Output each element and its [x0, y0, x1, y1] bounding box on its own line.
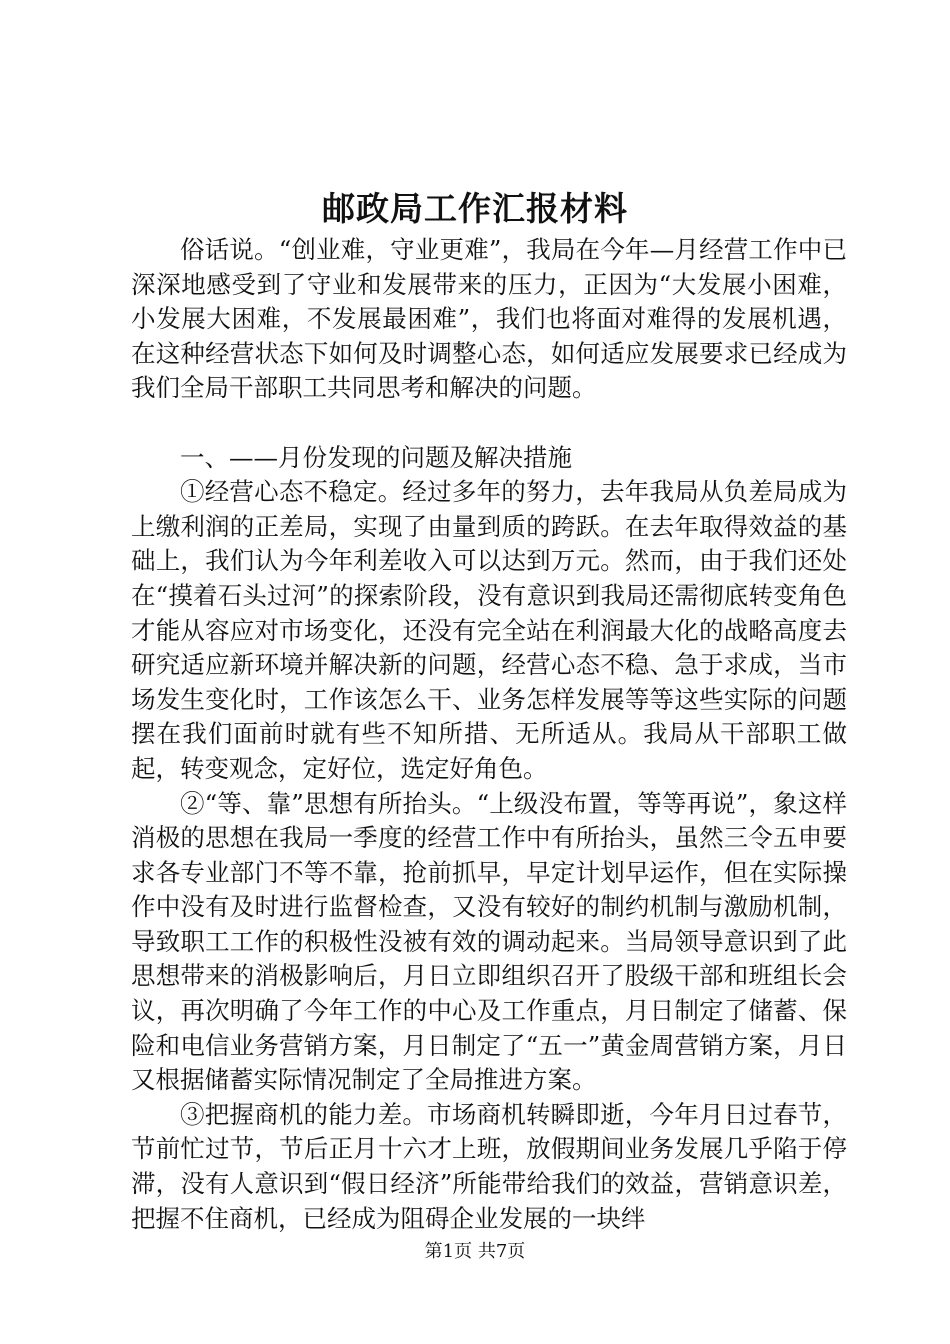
page-number-footer: 第1页 共7页	[424, 1241, 526, 1262]
section-heading: 一、——月份发现的问题及解决措施	[180, 442, 572, 472]
body-paragraph: ②“等、靠”思想有所抬头。“上级没布置，等等再说”，象这样消极的思想在我局一季度的经营工作中有所抬头，虽然三令五申要求各专业部门不等不靠，抢前抓早，早定计划早运作，但在实际操作中没有及时进行监督检查，又没有较好的制约机制与激励机制，导致职工工作的积极性没被有效的调动起来。当局领导意识到了此思想带来的消极影响后，月日立即组织召开了股级干部和班组长会议，再次明确了今年工作的中心及工作重点，月日制定了储蓄、保险和电信业务营销方案，月日制定了“五一”黄金周营销方案，月日又根据储蓄实际情况制定了全局推进方案。	[131, 788, 847, 1095]
page-title: 邮政局工作汇报材料	[322, 189, 628, 228]
document-body	[131, 233, 847, 1236]
body-paragraph: ①经营心态不稳定。经过多年的努力，去年我局从负差局成为上缴利润的正差局，实现了由量到质的跨跃。在去年取得效益的基础上，我们认为今年利差收入可以达到万元。然而，由于我们还处在“摸着石头过河”的探索阶段，没有意识到我局还需彻底转变角色才能从容应对市场变化，还没有完全站在利润最大化的战略高度去研究适应新环境并解决新的问题，经营心态不稳、急于求成，当市场发生变化时，工作该怎么干、业务怎样发展等等这些实际的问题摆在我们面前时就有些不知所措、无所适从。我局从干部职工做起，转变观念，定好位，选定好角色。	[131, 477, 847, 783]
body-paragraph: ③把握商机的能力差。市场商机转瞬即逝，今年月日过春节，节前忙过节，节后正月十六才上班，放假期间业务发展几乎陷于停滞，没有人意识到“假日经济”所能带给我们的效益，营销意识差，把握不住商机，已经成为阻碍企业发展的一块绊	[131, 1099, 847, 1233]
intro-paragraph: 俗话说。“创业难，守业更难”，我局在今年—月经营工作中已深深地感受到了守业和发展带来的压力，正因为“大发展小困难，小发展大困难，不发展最困难”，我们也将面对难得的发展机遇，在这种经营状态下如何及时调整心态，如何适应发展要求已经成为我们全局干部职工共同思考和解决的问题。	[131, 235, 847, 403]
